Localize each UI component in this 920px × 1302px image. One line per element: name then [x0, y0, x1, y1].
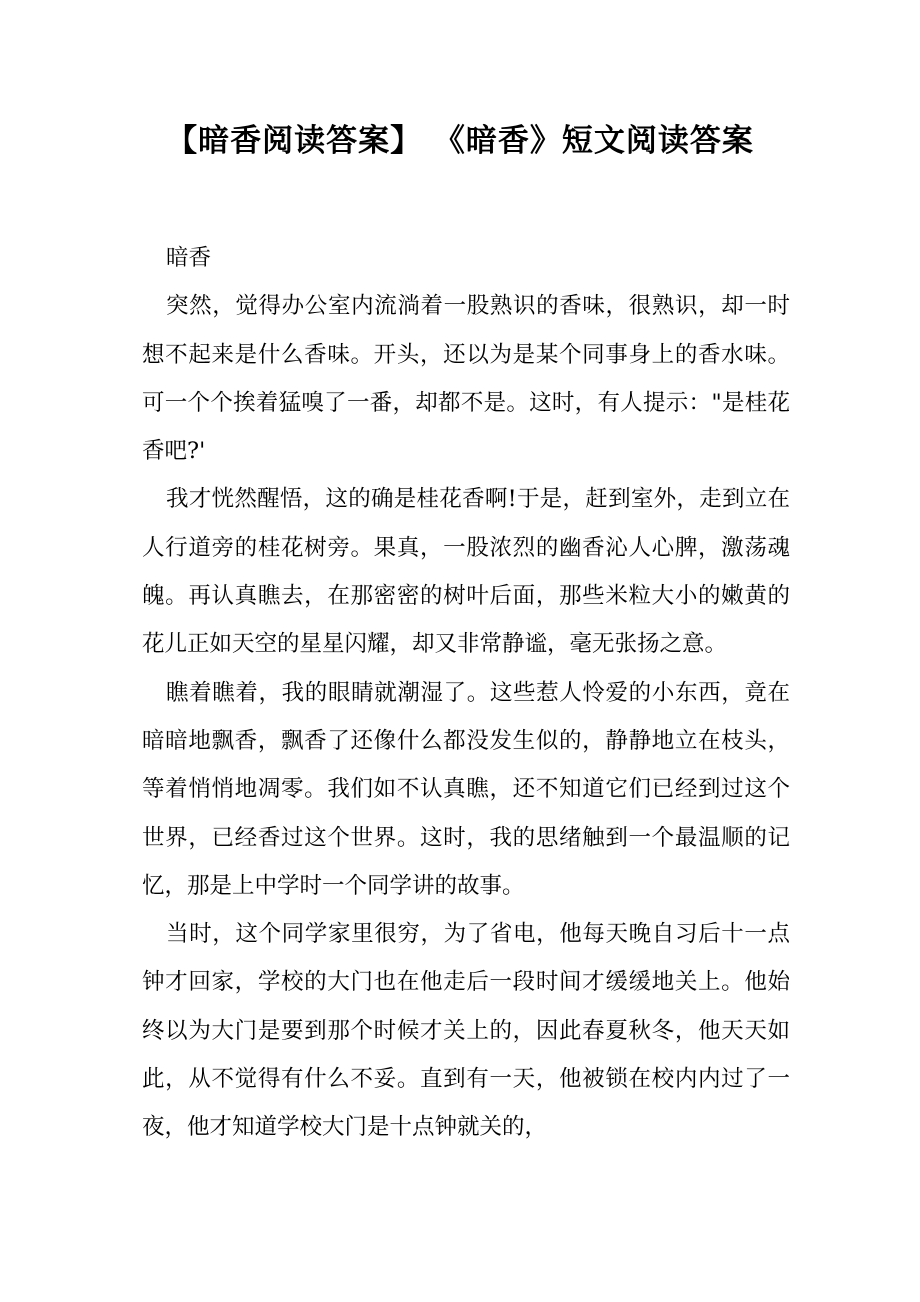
document-body	[142, 234, 790, 1152]
paragraph: 当时，这个同学家里很穷，为了省电，他每天晚自习后十一点钟才回家，学校的大门也在他走后一段时间才缓缓地关上。他始终以为大门是要到那个时候才关上的，因此春夏秋冬，他天天如此，从不觉得有什么不妥。直到有一天，他被锁在校内内过了一夜，他才知道学校大门是十点钟就关的，	[142, 921, 790, 1141]
document-title: 【暗香阅读答案】 《暗香》短文阅读答案	[166, 123, 754, 159]
paragraph: 瞧着瞧着，我的眼睛就潮湿了。这些惹人怜爱的小东西，竟在暗暗地飘香，飘香了还像什么都没发生似的，静静地立在枝头，等着悄悄地凋零。我们如不认真瞧，还不知道它们已经到过这个世界，已经香过这个世界。这时，我的思绪触到一个最温顺的记忆，那是上中学时一个同学讲的故事。	[142, 679, 790, 899]
paragraph-heading: 暗香	[166, 245, 212, 271]
paragraph: 突然，觉得办公室内流淌着一股熟识的香味，很熟识，却一时想不起来是什么香味。开头，还以为是某个同事身上的香水味。可一个个挨着猛嗅了一番，却都不是。这时，有人提示："是桂花香吧?'	[142, 293, 790, 465]
paragraph: 我才恍然醒悟，这的确是桂花香啊!于是，赶到室外，走到立在人行道旁的桂花树旁。果真，一股浓烈的幽香沁人心脾，激荡魂魄。再认真瞧去，在那密密的树叶后面，那些米粒大小的嫩黄的花儿正如天空的星星闪耀，却又非常静谧，毫无张扬之意。	[142, 486, 790, 658]
